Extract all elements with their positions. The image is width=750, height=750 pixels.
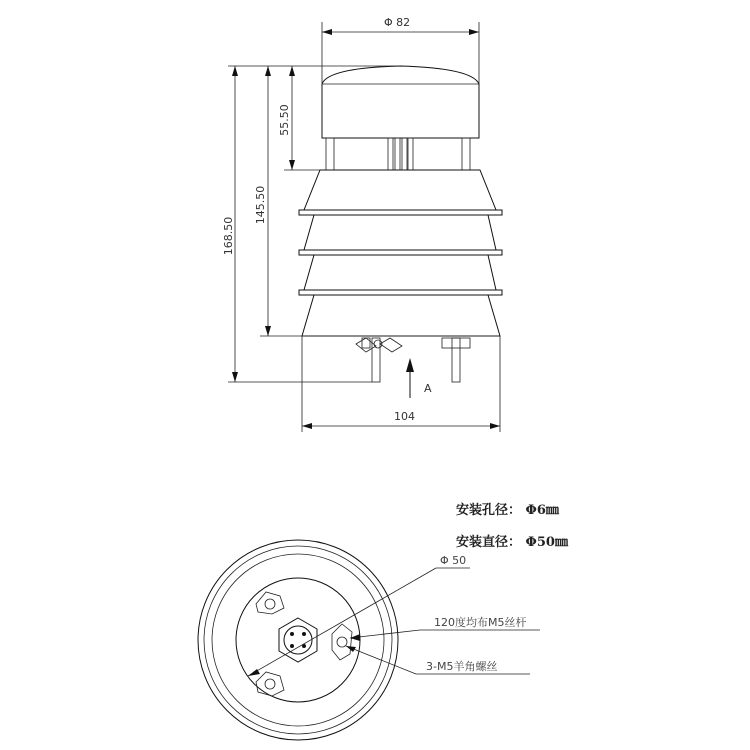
callout-screws-label: 3-M5羊角螺丝	[426, 660, 498, 673]
callout-screws	[346, 646, 530, 674]
view-arrow	[406, 358, 432, 398]
dim-bottom-width-label: 104	[394, 410, 415, 423]
dome-cap	[322, 66, 479, 138]
wing-screw-top	[256, 592, 284, 614]
dim-top-diameter	[322, 16, 479, 84]
callout-rods-label: 120度均布M5丝杆	[434, 616, 527, 629]
dim-circle-diameter	[248, 554, 470, 676]
dim-height-mid-label: 145.50	[254, 185, 267, 225]
mounting-hardware	[356, 338, 470, 382]
wing-screw-bottom	[256, 672, 284, 696]
dim-circle-label: Φ 50	[440, 554, 467, 567]
dim-height-top-label: 55.50	[278, 104, 291, 136]
bottom-view	[198, 502, 569, 740]
support-rods	[326, 138, 470, 170]
dim-height-total-label: 168.50	[222, 216, 235, 256]
dim-top-diameter-label: Φ 82	[384, 16, 411, 29]
front-view	[222, 16, 502, 432]
note-hole-diameter: 安装孔径： Φ6㎜	[456, 503, 559, 518]
radiation-shields	[299, 170, 502, 336]
view-marker-label: A	[424, 382, 432, 395]
dim-bottom-width	[302, 336, 500, 432]
callout-rods	[350, 615, 540, 641]
note-install-diameter: 安装直径： Φ50㎜	[456, 535, 568, 550]
mounting-plate-circle	[236, 578, 360, 702]
dim-height-top	[278, 66, 320, 170]
outer-shield-circle	[198, 540, 398, 740]
wing-screw-right	[332, 624, 352, 660]
